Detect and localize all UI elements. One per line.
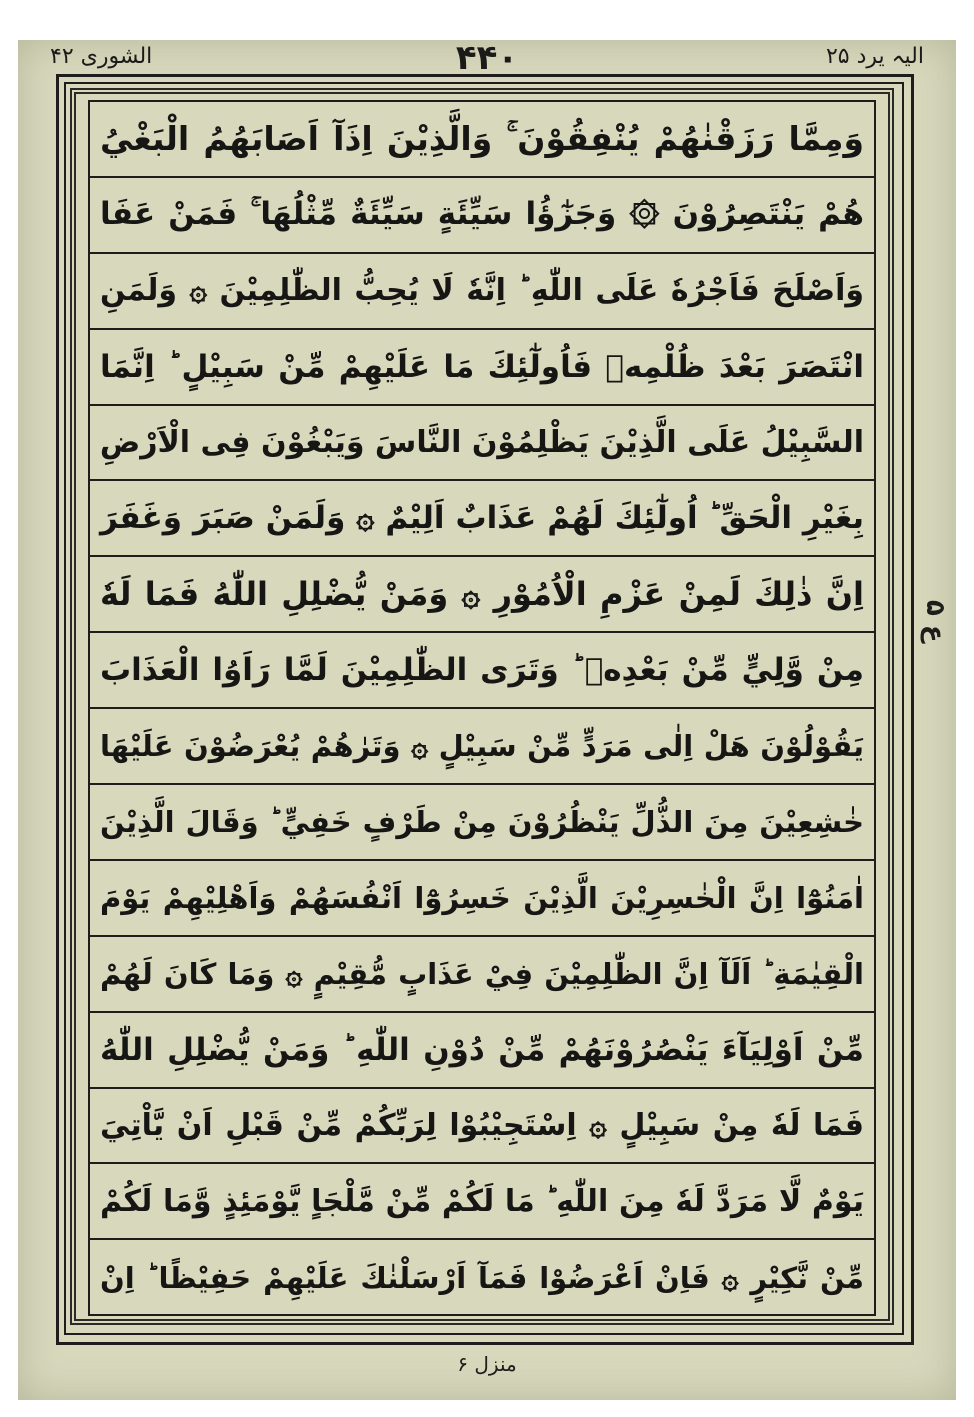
text-line: [90, 102, 874, 178]
line-text: فَمَا لَهٗ مِنْ سَبِيْلٍ ۞ اِسْتَجِيْبُوْا لِرَبِّكُمْ مِّنْ قَبْلِ اَنْ يَّاْتِيَ: [100, 1108, 864, 1144]
text-line: [90, 254, 874, 330]
surah-label: الشوری ۴۲: [50, 44, 153, 69]
text-line: [90, 785, 874, 861]
line-text: وَمِمَّا رَزَقْنٰهُمْ يُنْفِقُوْنَ ۚ وَالَّذِيْنَ اِذَآ اَصَابَهُمُ الْبَغْيُ: [100, 118, 864, 158]
text-line: [90, 481, 874, 557]
text-line: [90, 178, 874, 254]
line-text: انْتَصَرَ بَعْدَ ظُلْمِهٖ فَاُولٰٓئِكَ مَا عَلَيْهِمْ مِّنْ سَبِيْلٍ ؕ اِنَّمَا: [100, 348, 864, 385]
text-line: [90, 330, 874, 406]
text-line: [90, 557, 874, 633]
line-text: وَاَصْلَحَ فَاَجْرُهٗ عَلَى اللّٰهِ ؕ اِنَّهٗ لَا يُحِبُّ الظّٰلِمِيْنَ ۞ وَلَمَنِ: [100, 273, 864, 309]
line-text: مِّنْ اَوْلِيَآءَ يَنْصُرُوْنَهُمْ مِّنْ دُوْنِ اللّٰهِ ؕ وَمَنْ يُّضْلِلِ اللّٰهُ: [100, 1031, 864, 1068]
line-text: بِغَيْرِ الْحَقِّ ؕ اُولٰٓئِكَ لَهُمْ عَذَابٌ اَلِيْمٌ ۞ وَلَمَنْ صَبَرَ وَغَفَرَ: [100, 500, 864, 537]
juz-label: الیہ یرد ۲۵: [825, 44, 924, 69]
text-line: [90, 1089, 874, 1165]
text-line: [90, 1013, 874, 1089]
text-line: [90, 1240, 874, 1316]
line-text: يَقُوْلُوْنَ هَلْ اِلٰى مَرَدٍّ مِّنْ سَبِيْلٍ ۞ وَتَرٰهُمْ يُعْرَضُوْنَ عَلَيْهَا: [100, 729, 864, 764]
text-line: [90, 633, 874, 709]
line-text: السَّبِيْلُ عَلَى الَّذِيْنَ يَظْلِمُوْنَ النَّاسَ وَيَبْغُوْنَ فِى الْاَرْضِ: [99, 425, 864, 460]
text-line: [90, 937, 874, 1013]
line-text: الْقِيٰمَةِ ؕ اَلَآ اِنَّ الظّٰلِمِيْنَ فِيْ عَذَابٍ مُّقِيْمٍ ۞ وَمَا كَانَ لَهُمْ: [100, 956, 864, 991]
line-text: مِنْ وَّلِيٍّ مِّنْ بَعْدِهٖ ؕ وَتَرَى الظّٰلِمِيْنَ لَمَّا رَاَوُا الْعَذَابَ: [100, 652, 864, 689]
line-text: اٰمَنُوْٓا اِنَّ الْخٰسِرِيْنَ الَّذِيْنَ خَسِرُوْٓا اَنْفُسَهُمْ وَاَهْلِيْهِمْ يَوْمَ: [100, 880, 864, 915]
text-line: [90, 861, 874, 937]
manzil-footer: منزل ۶: [457, 1352, 517, 1376]
ruku-margin-mark: ع ۵: [920, 599, 950, 643]
line-text: هُمْ يَنْتَصِرُوْنَ ۞ وَجَزٰٓؤُا سَيِّئَةٍ سَيِّئَةٌ مِّثْلُهَا ۚ فَمَنْ عَفَا: [100, 196, 864, 233]
line-text: يَوْمٌ لَّا مَرَدَّ لَهٗ مِنَ اللّٰهِ ؕ مَا لَكُمْ مِّنْ مَّلْجَاٍ يَّوْمَئِذٍ وَّمَا لَكُمْ: [100, 1183, 864, 1219]
page-number: ۴۴۰: [455, 38, 519, 78]
text-line: [90, 1164, 874, 1240]
line-text: اِنَّ ذٰلِكَ لَمِنْ عَزْمِ الْاُمُوْرِ ۞ وَمَنْ يُّضْلِلِ اللّٰهُ فَمَا لَهٗ: [100, 575, 864, 614]
text-block: [88, 100, 876, 1316]
text-line: [90, 406, 874, 482]
line-text: مِّنْ نَّكِيْرٍ ۞ فَاِنْ اَعْرَضُوْا فَمَآ اَرْسَلْنٰكَ عَلَيْهِمْ حَفِيْظًا ؕ اِنْ: [100, 1261, 864, 1296]
text-line: [90, 709, 874, 785]
line-text: خٰشِعِيْنَ مِنَ الذُّلِّ يَنْظُرُوْنَ مِنْ طَرْفٍ خَفِيٍّ ؕ وَقَالَ الَّذِيْنَ: [100, 804, 864, 839]
